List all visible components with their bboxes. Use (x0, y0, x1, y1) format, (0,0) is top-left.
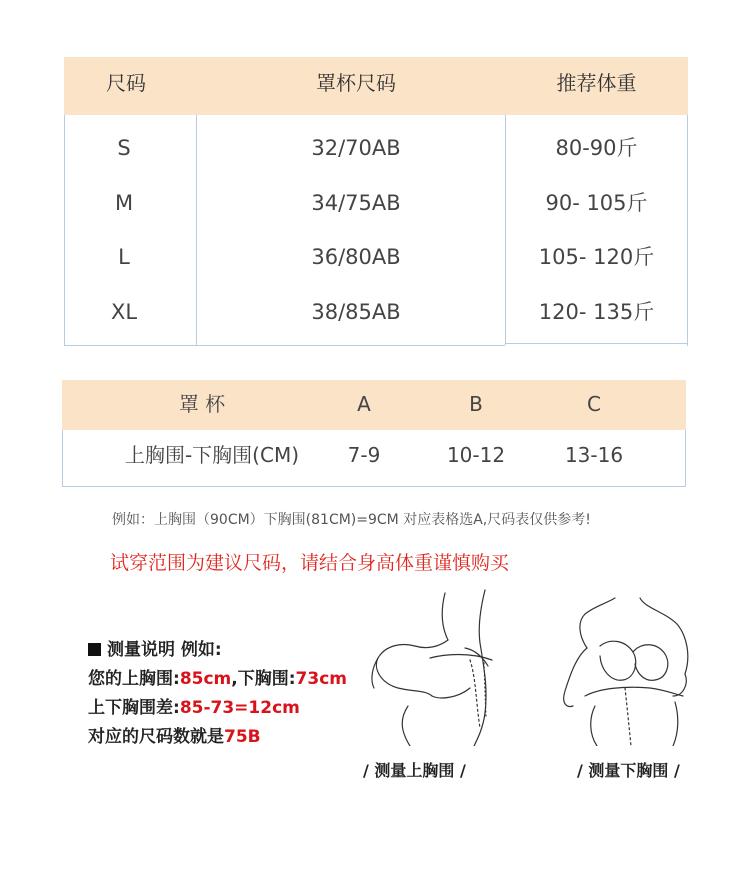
cell-size: S (117, 136, 131, 160)
cell-weight: 105- 120斤 (538, 245, 655, 269)
header-cup: 罩 杯 (178, 392, 226, 416)
cell-size: M (114, 191, 134, 215)
difference-value: 85-73=12cm (179, 698, 300, 718)
difference-label: 上下胸围差: (88, 698, 180, 718)
cell-a-range: 7-9 (347, 443, 381, 467)
cell-b-range: 10-12 (446, 443, 506, 467)
example-note: 例如：上胸围（90CM）下胸围(81CM)=9CM 对应表格选A,尺码表仅供参考! (112, 512, 591, 528)
header-cup-a: A (357, 392, 371, 416)
header-cup-c: C (587, 392, 601, 416)
cell-cup: 36/80AB (311, 245, 401, 269)
result-value: 75B (224, 727, 261, 747)
under-bust-illustration (555, 596, 700, 746)
cell-cup: 32/70AB (311, 136, 401, 160)
table-border (64, 345, 505, 346)
table-border (62, 486, 686, 487)
measure-line-1 (88, 665, 347, 694)
cell-difference-label: 上胸围-下胸围(CM) (124, 443, 300, 467)
upper-bust-value: 85cm (179, 669, 232, 689)
measure-line-3 (88, 723, 347, 752)
size-notice: 试穿范围为建议尺码，请结合身高体重谨慎购买 (110, 552, 510, 574)
upper-bust-label: 您的上胸围: (88, 669, 180, 689)
cell-weight: 80-90斤 (555, 136, 638, 160)
table-border (505, 343, 688, 344)
measurement-instructions (88, 636, 347, 752)
header-cup-size: 罩杯尺码 (316, 71, 396, 95)
header-size: 尺码 (106, 71, 146, 95)
cell-c-range: 13-16 (564, 443, 624, 467)
cell-cup: 34/75AB (311, 191, 401, 215)
measure-title-row (88, 636, 347, 665)
cell-size: L (118, 245, 130, 269)
upper-bust-illustration (370, 588, 505, 746)
table-border (685, 430, 686, 487)
result-label: 对应的尺码数就是 (88, 727, 224, 747)
cell-size: XL (110, 300, 138, 324)
cell-weight: 120- 135斤 (538, 300, 655, 324)
cell-weight: 90- 105斤 (545, 191, 648, 215)
measure-title: 测量说明 例如: (107, 640, 222, 660)
square-bullet-icon (88, 643, 101, 656)
caption-upper-bust: / 测量上胸围 / (363, 761, 466, 780)
header-cup-b: B (469, 392, 483, 416)
under-bust-label: ,下胸围: (231, 669, 296, 689)
under-bust-value: 73cm (295, 669, 347, 689)
cup-table (62, 380, 686, 487)
header-recommended-weight: 推荐体重 (556, 71, 637, 95)
table-border (62, 430, 63, 487)
cell-cup: 38/85AB (311, 300, 401, 324)
size-table (64, 57, 688, 346)
measure-line-2 (88, 694, 347, 723)
caption-under-bust: / 测量下胸围 / (577, 761, 680, 780)
